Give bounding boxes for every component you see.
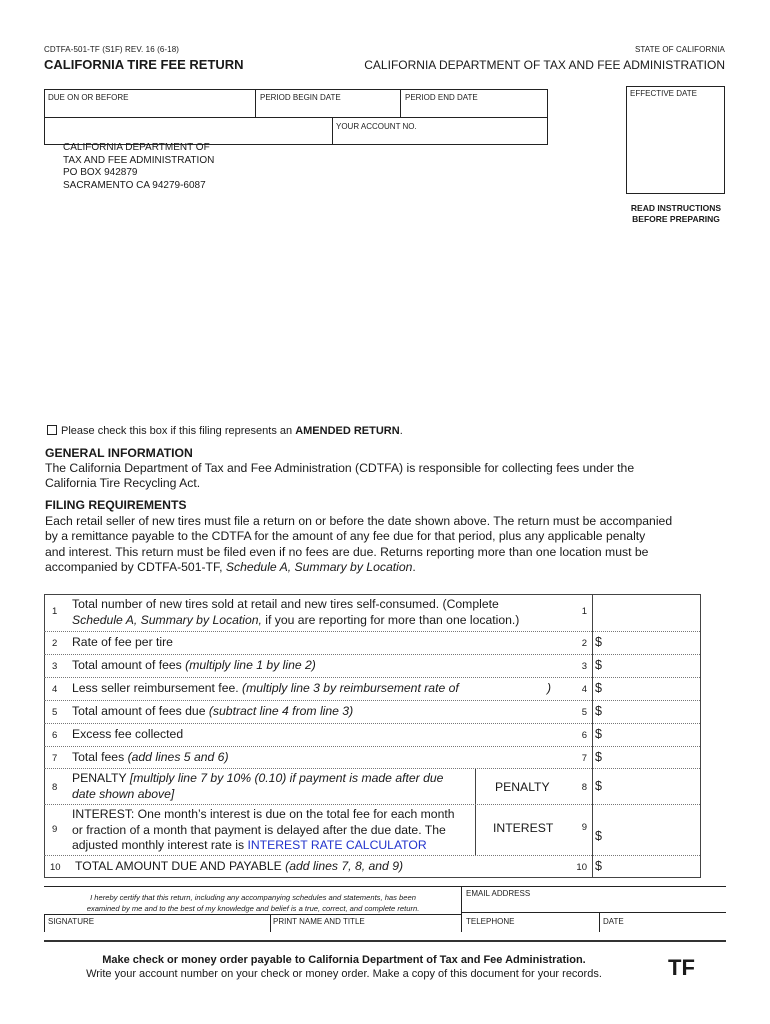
- interest-label: INTEREST: [493, 821, 554, 835]
- line-ref-number: 10: [576, 862, 587, 873]
- amended-text-end: .: [399, 425, 403, 437]
- account-number-field[interactable]: YOUR ACCOUNT NO.: [336, 122, 417, 131]
- line-3-amount-input[interactable]: $: [595, 658, 602, 672]
- line-number: 10: [50, 862, 61, 873]
- line-1-input[interactable]: [596, 596, 696, 630]
- address-line: CALIFORNIA DEPARTMENT OF: [63, 142, 210, 153]
- line-3-text: Total amount of fees (multiply line 1 by line 2): [72, 658, 316, 672]
- instructions-line: READ INSTRUCTIONS: [630, 203, 722, 213]
- line-ref-number: 4: [581, 684, 587, 695]
- line-7-amount-input[interactable]: $: [595, 750, 602, 764]
- line-9-row: [44, 805, 700, 856]
- certification-statement: [44, 892, 462, 914]
- fee-lines-table: [44, 594, 700, 878]
- general-line: The California Department of Tax and Fee Administration (CDTFA) is responsible for collecting fees under the: [45, 461, 635, 475]
- period-begin-field[interactable]: PERIOD BEGIN DATE: [260, 93, 341, 102]
- line-8-row: [44, 769, 700, 805]
- filing-line: Each retail seller of new tires must file a return on or before the date shown above. The return must be accompanied: [45, 514, 673, 528]
- general-line: California Tire Recycling Act.: [45, 476, 201, 491]
- cert-line: I hereby certify that this return, including any accompanying schedules and statements, has been: [90, 893, 416, 902]
- period-end-field[interactable]: PERIOD END DATE: [405, 93, 478, 102]
- line-number: 1: [52, 606, 58, 617]
- amended-text: Please check this box if this filing represents an: [61, 425, 296, 437]
- line-number: 5: [52, 707, 58, 718]
- signature-field[interactable]: SIGNATURE: [48, 917, 95, 926]
- line-ref-number: 7: [581, 753, 587, 764]
- form-id: CDTFA-501-TF (S1F) REV. 16 (6-18): [44, 45, 180, 54]
- address-line: SACRAMENTO CA 94279-6087: [63, 179, 206, 191]
- line-6-row: [44, 724, 700, 747]
- filing-line: accompanied by CDTFA-501-TF, Schedule A, Summary by Location.: [45, 559, 416, 574]
- line-number: 3: [52, 661, 58, 672]
- payment-line: Make check or money order payable to California Department of Tax and Fee Administration.: [102, 954, 586, 966]
- line-ref-number: 6: [581, 730, 587, 741]
- line-4-row: [44, 678, 700, 701]
- line-7-row: [44, 747, 700, 769]
- telephone-field[interactable]: TELEPHONE: [466, 917, 515, 926]
- line-7-text: Total fees (add lines 5 and 6): [72, 750, 229, 764]
- print-name-field[interactable]: PRINT NAME AND TITLE: [273, 917, 365, 926]
- line-number: 6: [52, 730, 58, 741]
- line-number: 7: [52, 753, 58, 764]
- line-3-row: [44, 655, 700, 678]
- line-10-amount-input[interactable]: $: [595, 859, 602, 873]
- line-ref-number: 9: [581, 822, 587, 833]
- date-field[interactable]: DATE: [603, 917, 624, 926]
- line-5-text: Total amount of fees due (subtract line 4 from line 3): [72, 704, 354, 718]
- line-10-row: [44, 856, 700, 878]
- form-title: CALIFORNIA TIRE FEE RETURN: [44, 57, 244, 72]
- line-8-amount-input[interactable]: $: [595, 779, 602, 793]
- general-info-heading: GENERAL INFORMATION: [45, 446, 193, 460]
- line-6-text: Excess fee collected: [72, 727, 184, 741]
- line-ref-number: 5: [581, 707, 587, 718]
- line-ref-number: 1: [581, 606, 587, 617]
- address-line: TAX AND FEE ADMINISTRATION: [63, 154, 215, 166]
- line-2-text: Rate of fee per tire: [72, 635, 173, 649]
- agency-name: CALIFORNIA DEPARTMENT OF TAX AND FEE ADMINISTRATION: [364, 58, 725, 72]
- payment-line: Write your account number on your check or money order. Make a copy of this document for your records.: [86, 968, 602, 980]
- line-10-text: TOTAL AMOUNT DUE AND PAYABLE (add lines 7, 8, and 9): [75, 859, 404, 873]
- line-1-row: [44, 594, 700, 632]
- form-code: TF: [668, 955, 695, 980]
- filing-line: and interest. This return must be filed even if no fees are due. Returns reporting more than one location must be: [45, 544, 649, 559]
- line-ref-number: 2: [581, 638, 587, 649]
- line-4-rate-close: ): [547, 681, 552, 695]
- line-ref-number: 8: [581, 782, 587, 793]
- line-number: 8: [52, 782, 58, 793]
- line-5-amount-input[interactable]: $: [595, 704, 602, 718]
- line-number: 9: [52, 824, 58, 835]
- line-4-amount-input[interactable]: $: [595, 681, 602, 695]
- line-8-text: PENALTY [multiply line 7 by 10% (0.10) if payment is made after due date shown above]: [72, 771, 444, 801]
- read-instructions: [620, 203, 732, 225]
- filing-line: by a remittance payable to the CDTFA for the amount of any fee due for that period, plus any applicable penalty: [45, 529, 646, 544]
- line-9-amount-input[interactable]: $: [595, 829, 602, 843]
- effective-date-box[interactable]: [626, 86, 725, 194]
- due-date-field[interactable]: DUE ON OR BEFORE: [48, 93, 129, 102]
- line-9-text: INTEREST: One month’s interest is due on the total fee for each month or fraction of a month that payment is delayed after the due date. The adjusted monthly interest rate is INTEREST RATE CALCULATOR: [72, 807, 455, 852]
- line-2-amount-input[interactable]: $: [595, 635, 602, 649]
- line-ref-number: 3: [581, 661, 587, 672]
- line-2-row: [44, 632, 700, 655]
- state-label: STATE OF CALIFORNIA: [634, 45, 725, 54]
- line-4-text: Less seller reimbursement fee. (multiply line 3 by reimbursement rate of: [72, 681, 459, 695]
- amended-return-row: [47, 425, 403, 437]
- filing-req-text: [45, 514, 672, 575]
- line-5-row: [44, 701, 700, 724]
- cert-line: examined by me and to the best of my knowledge and belief is a true, correct, and complete return.: [86, 904, 420, 913]
- mailing-address: [63, 142, 214, 192]
- line-number: 2: [52, 638, 58, 649]
- interest-rate-calculator-link[interactable]: INTEREST RATE CALCULATOR: [247, 838, 427, 852]
- penalty-label: PENALTY: [495, 780, 550, 794]
- amended-return-checkbox[interactable]: [47, 425, 57, 435]
- line-1-text: Total number of new tires sold at retail and new tires self-consumed. (Complete Schedule A, Summary by Location, if you are reporting for more than one location.): [72, 597, 520, 627]
- general-info-text: [45, 461, 634, 492]
- instructions-line: BEFORE PREPARING: [632, 214, 720, 224]
- line-number: 4: [52, 684, 58, 695]
- filing-req-heading: FILING REQUIREMENTS: [45, 498, 187, 512]
- payment-instructions: [44, 953, 644, 981]
- amended-bold: AMENDED RETURN: [295, 425, 400, 437]
- effective-date-label: EFFECTIVE DATE: [630, 89, 697, 98]
- line-6-amount-input[interactable]: $: [595, 727, 602, 741]
- email-field[interactable]: EMAIL ADDRESS: [466, 889, 531, 898]
- address-line: PO BOX 942879: [63, 167, 138, 179]
